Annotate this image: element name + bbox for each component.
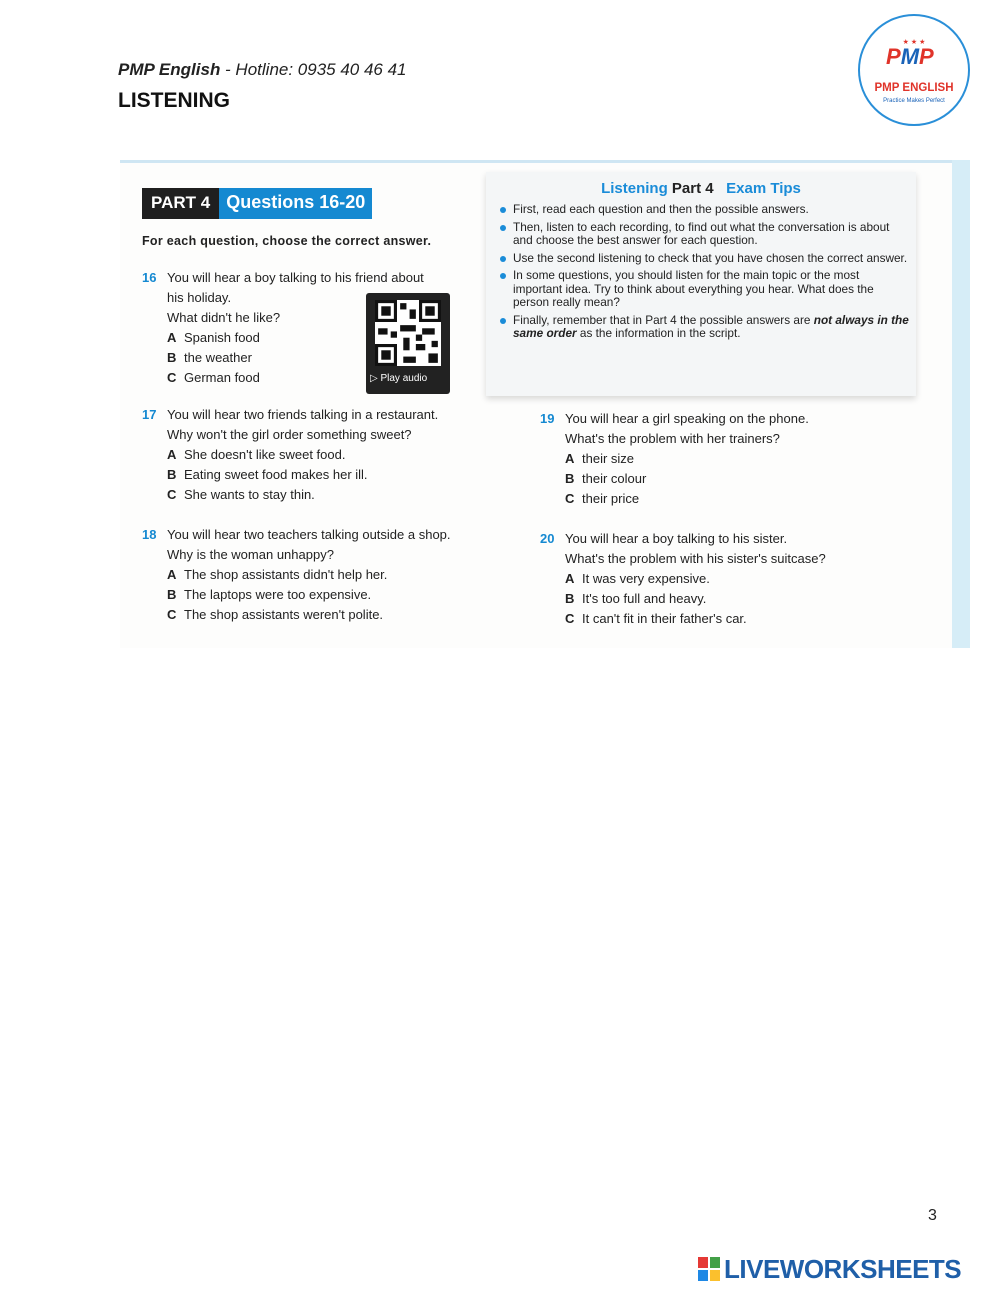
liveworksheets-logo bbox=[698, 1254, 961, 1284]
option-a[interactable]: A Spanish food bbox=[167, 330, 260, 345]
brand-line bbox=[118, 60, 407, 80]
option-a[interactable]: A She doesn't like sweet food. bbox=[167, 447, 346, 462]
tip-item: First, read each question and then the possible answers. bbox=[498, 203, 910, 217]
option-b[interactable]: B It's too full and heavy. bbox=[565, 591, 707, 606]
questions-label: Questions 16-20 bbox=[219, 188, 372, 219]
play-audio-label: ▷ Play audio bbox=[370, 373, 428, 384]
qr-code-icon bbox=[375, 300, 441, 366]
option-c[interactable]: C German food bbox=[167, 370, 260, 385]
option-b[interactable]: B Eating sweet food makes her ill. bbox=[167, 467, 368, 482]
logo-tagline: Practice Makes Perfect bbox=[883, 98, 945, 104]
question-16: 16 You will hear a boy talking to his friend about his holiday. What didn't he like? A Spanish food B the weather C German food bbox=[142, 268, 472, 388]
question-number: 16 bbox=[142, 270, 157, 285]
tip-item: Then, listen to each recording, to find out what the conversation is about and choose the best answer for each question. bbox=[498, 221, 910, 248]
question-19: 19 You will hear a girl speaking on the phone. What's the problem with her trainers? A their size B their colour C their price bbox=[540, 409, 900, 509]
option-b[interactable]: B The laptops were too expensive. bbox=[167, 587, 372, 602]
question-number: 20 bbox=[540, 531, 555, 546]
option-b[interactable]: B the weather bbox=[167, 350, 252, 365]
brand-name: PMP English bbox=[118, 60, 221, 79]
tips-title: Listening Part 4 Exam Tips bbox=[601, 180, 801, 197]
question-number: 17 bbox=[142, 407, 157, 422]
option-c[interactable]: C their price bbox=[565, 491, 640, 506]
option-a[interactable]: A their size bbox=[565, 451, 635, 466]
question-20: 20 You will hear a boy talking to his sister. What's the problem with his sister's suitcase? A It was very expensive. B It's too full and heavy. C It can't fit in their father's car. bbox=[540, 529, 920, 629]
part-label: PART 4 bbox=[142, 188, 219, 219]
logo-monogram: PMP bbox=[886, 44, 934, 69]
option-a[interactable]: A The shop assistants didn't help her. bbox=[167, 567, 388, 582]
option-c[interactable]: C She wants to stay thin. bbox=[167, 487, 315, 502]
question-17: 17 You will hear two friends talking in a restaurant. Why won't the girl order something sweet? A She doesn't like sweet food. B Eating sweet food makes her ill. C She wants to stay thin. bbox=[142, 405, 482, 505]
question-18: 18 You will hear two teachers talking outside a shop. Why is the woman unhappy? A The shop assistants didn't help her. B The laptops were too expensive. C The shop assistants weren't polite. bbox=[142, 525, 502, 625]
tips-list bbox=[498, 203, 910, 345]
question-number: 18 bbox=[142, 527, 157, 542]
hotline: - Hotline: 0935 40 46 41 bbox=[220, 60, 407, 79]
option-c[interactable]: C It can't fit in their father's car. bbox=[565, 611, 747, 626]
stars-icon: ★ ★ ★ bbox=[902, 39, 926, 46]
pmp-logo bbox=[858, 14, 970, 126]
logo-name: PMP ENGLISH bbox=[874, 82, 954, 94]
worksheet-scan bbox=[120, 160, 970, 648]
exam-tips-box bbox=[486, 172, 916, 396]
part-heading bbox=[142, 188, 372, 219]
liveworksheets-icon bbox=[698, 1257, 720, 1281]
instruction: For each question, choose the correct answer. bbox=[142, 234, 432, 248]
tip-item: Finally, remember that in Part 4 the possible answers are not always in the same order as the information in the script. bbox=[498, 314, 910, 341]
tip-item: Use the second listening to check that you have chosen the correct answer. bbox=[498, 252, 910, 266]
page-number: 3 bbox=[928, 1207, 937, 1224]
tip-item: In some questions, you should listen for the main topic or the most important idea. Try to think about everything you hear. What does the person really mean? bbox=[498, 269, 910, 310]
page-title: LISTENING bbox=[118, 89, 231, 112]
liveworksheets-wordmark: LIVEWORKSHEETS bbox=[724, 1253, 962, 1284]
option-c[interactable]: C The shop assistants weren't polite. bbox=[167, 607, 384, 622]
play-audio-button[interactable] bbox=[366, 293, 450, 394]
option-b[interactable]: B their colour bbox=[565, 471, 647, 486]
question-number: 19 bbox=[540, 411, 555, 426]
option-a[interactable]: A It was very expensive. bbox=[565, 571, 710, 586]
